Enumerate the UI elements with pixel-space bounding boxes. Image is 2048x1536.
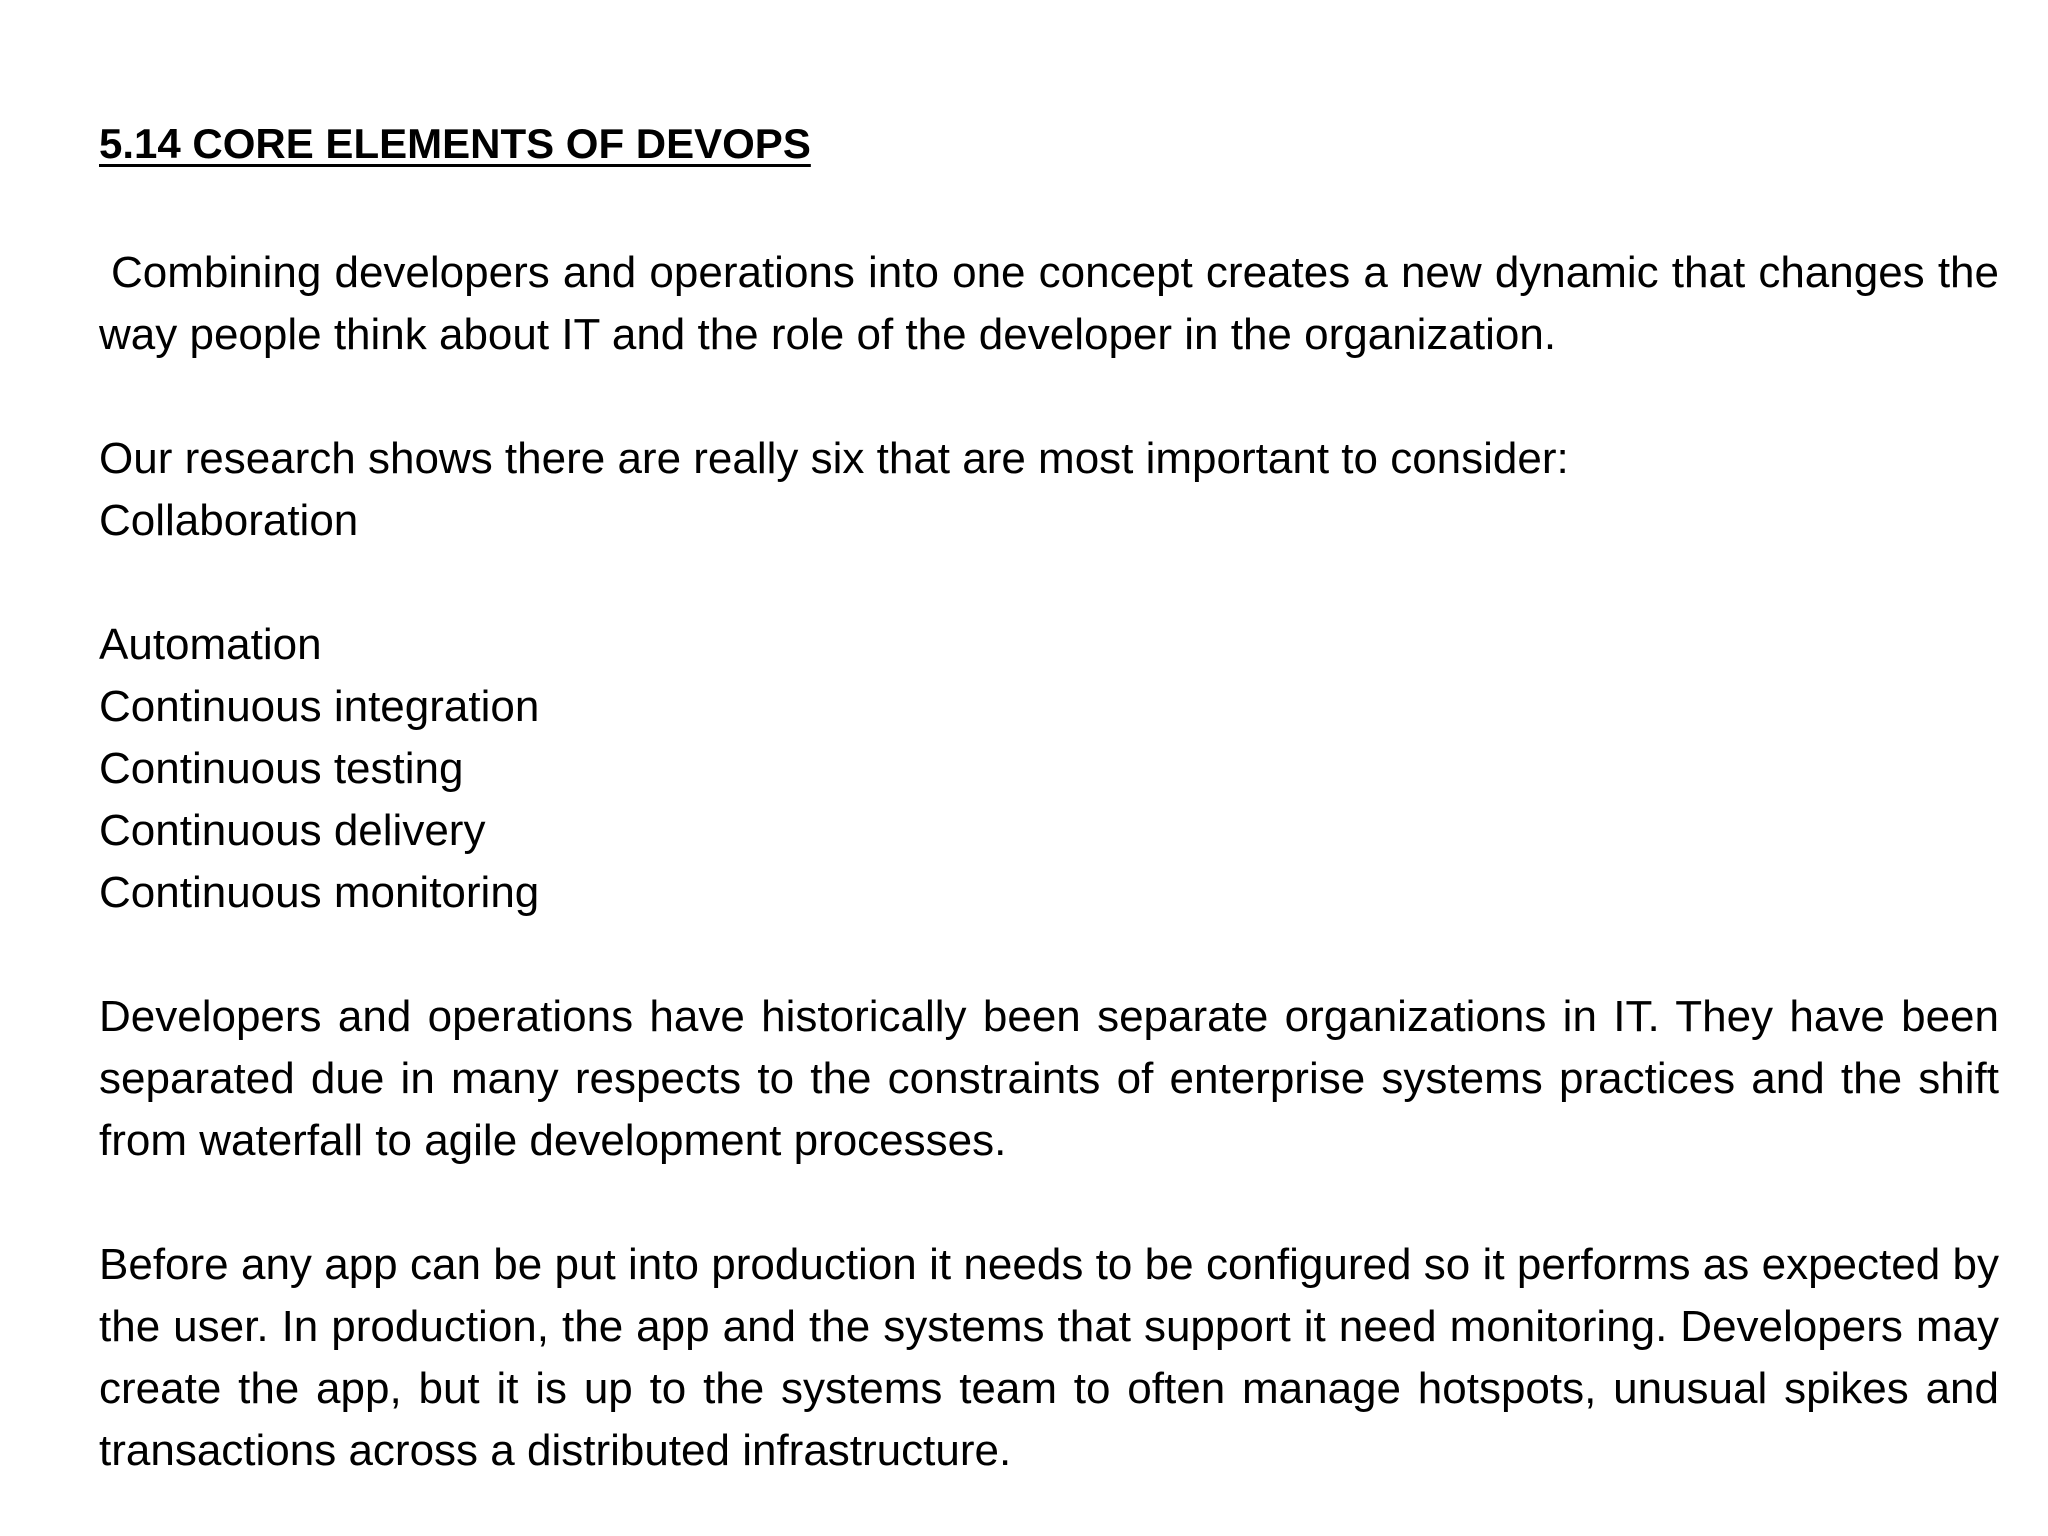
history-paragraph: Developers and operations have historically been separate organizations in IT. They have been separated due in many respects to the constraints of enterprise systems practices and the shift from waterfall to agile development processes.	[99, 992, 1999, 1165]
production-paragraph: Before any app can be put into production it needs to be configured so it performs as expected by the user. In production, the app and the systems that support it need monitoring. Developers may create the app, but it is up to the systems team to often manage hotspots, unusual spikes and transactions across a distributed infrastructure.	[99, 1240, 1999, 1475]
list-item: Automation	[99, 620, 322, 669]
list-item: Continuous monitoring	[99, 868, 540, 917]
elements-list-first	[99, 490, 358, 552]
list-item: Continuous integration	[99, 682, 540, 731]
list-item: Continuous testing	[99, 744, 464, 793]
elements-list-rest	[99, 614, 539, 924]
intro-paragraph	[99, 242, 1999, 366]
list-item: Continuous delivery	[99, 806, 486, 855]
intro-paragraph-text: Combining developers and operations into one concept creates a new dynamic that changes the way people think about IT and the role of the developer in the organization.	[99, 248, 1999, 359]
list-item: Collaboration	[99, 496, 359, 545]
elements-intro-text: Our research shows there are really six that are most important to consider:	[99, 434, 1569, 483]
section-heading: 5.14 CORE ELEMENTS OF DEVOPS	[99, 120, 811, 167]
